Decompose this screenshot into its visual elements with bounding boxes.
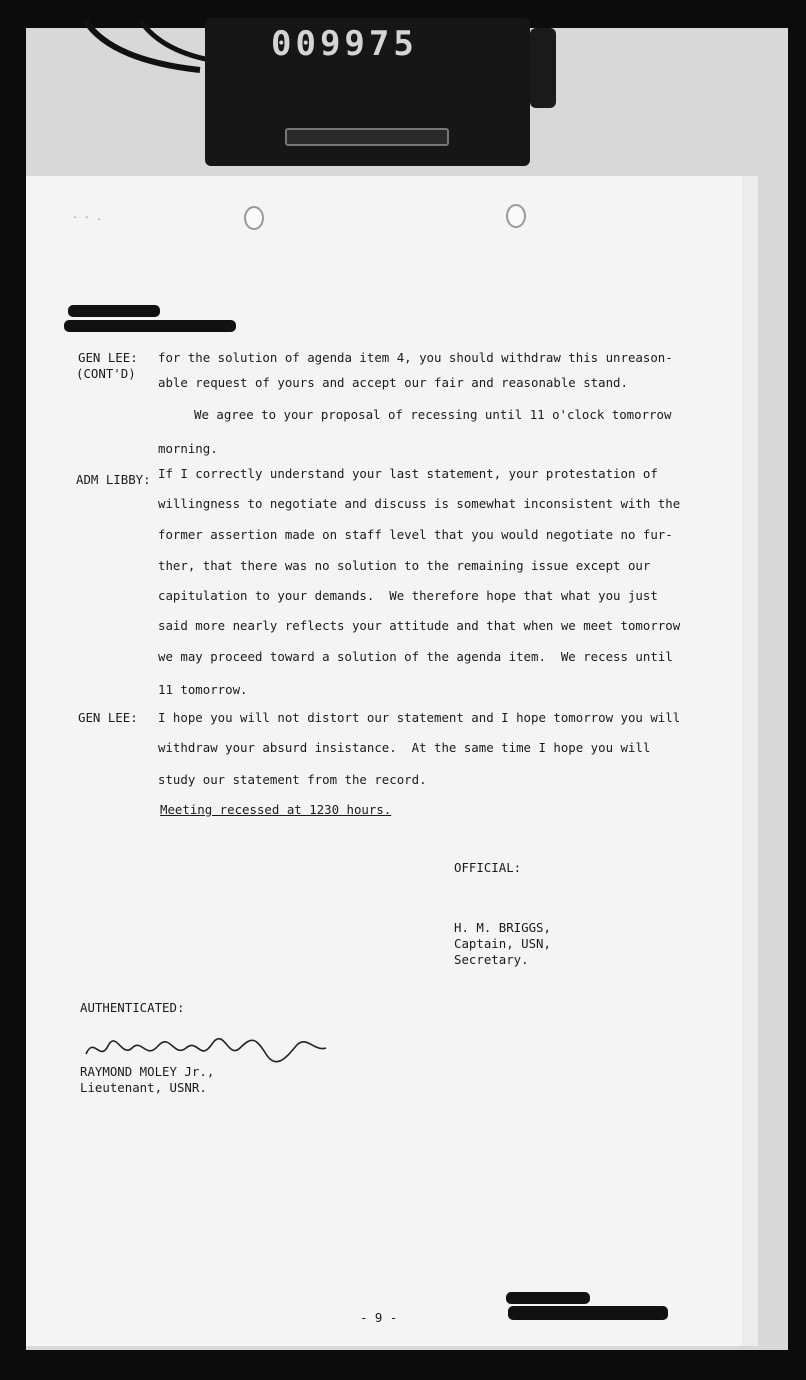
frame-counter-digits: 009975 — [271, 24, 418, 64]
official-rank: Captain, USN, — [454, 936, 551, 951]
speaker-label: GEN LEE: — [78, 350, 138, 365]
speaker-label: ADM LIBBY: — [76, 472, 151, 487]
counter-knob — [530, 28, 556, 108]
official-label: OFFICIAL: — [454, 860, 522, 875]
official-title: Secretary. — [454, 952, 529, 967]
body-line: ther, that there was no solution to the remaining issue except our — [158, 558, 651, 573]
page-edge — [742, 176, 758, 1346]
frame-counter — [205, 18, 530, 166]
body-line: We agree to your proposal of recessing until 11 o'clock tomorrow — [194, 407, 672, 422]
page-number: - 9 - — [360, 1310, 398, 1325]
authenticated-label: AUTHENTICATED: — [80, 1000, 185, 1015]
counter-slot — [285, 128, 449, 146]
body-line: willingness to negotiate and discuss is somewhat inconsistent with the — [158, 496, 681, 511]
redaction-bar — [508, 1306, 668, 1320]
speaker-continued: (CONT'D) — [76, 366, 136, 381]
corner-mark: - - . — [72, 212, 103, 223]
recess-note: Meeting recessed at 1230 hours. — [160, 802, 392, 817]
authenticated-rank: Lieutenant, USNR. — [80, 1080, 207, 1095]
punch-hole-left — [244, 206, 264, 230]
redaction-bar — [506, 1292, 590, 1304]
body-line: morning. — [158, 441, 218, 456]
redaction-bar — [68, 305, 160, 317]
authenticated-name: RAYMOND MOLEY Jr., — [80, 1064, 215, 1079]
punch-hole-right — [506, 204, 526, 228]
body-line: former assertion made on staff level that you would negotiate no fur- — [158, 527, 673, 542]
handwritten-signature — [82, 1032, 332, 1068]
speaker-label: GEN LEE: — [78, 710, 138, 725]
body-line: I hope you will not distort our statement and I hope tomorrow you will — [158, 710, 681, 725]
counter-cable-icon — [80, 20, 220, 80]
redaction-bar — [64, 320, 236, 332]
body-line: capitulation to your demands. We therefore hope that what you just — [158, 588, 658, 603]
body-line: said more nearly reflects your attitude and that when we meet tomorrow — [158, 618, 681, 633]
body-line: If I correctly understand your last statement, your protestation of — [158, 466, 658, 481]
body-line: 11 tomorrow. — [158, 682, 248, 697]
official-name: H. M. BRIGGS, — [454, 920, 551, 935]
body-line: withdraw your absurd insistance. At the same time I hope you will — [158, 740, 651, 755]
body-line: we may proceed toward a solution of the agenda item. We recess until — [158, 649, 673, 664]
body-line: able request of yours and accept our fair and reasonable stand. — [158, 375, 628, 390]
body-line: for the solution of agenda item 4, you should withdraw this unreason- — [158, 350, 673, 365]
body-line: study our statement from the record. — [158, 772, 427, 787]
